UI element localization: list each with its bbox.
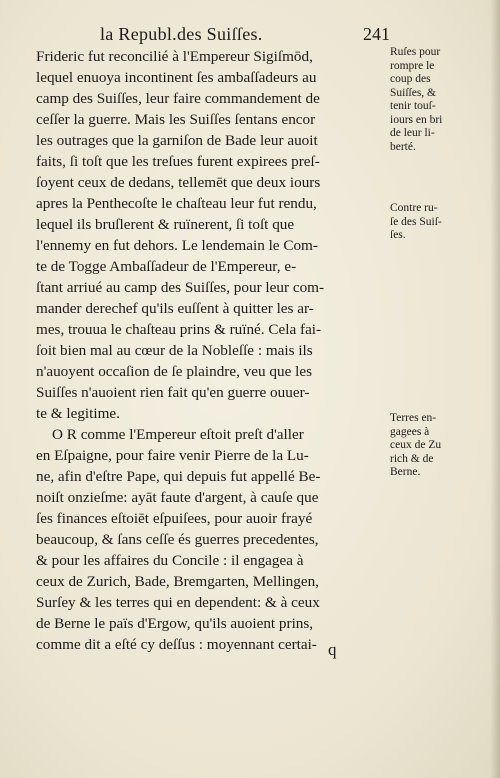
margin-note-line: Berne. [390, 466, 421, 478]
text-line: mander derechef qu'ils euſſent à quitter les ar- [36, 300, 314, 317]
page-header [100, 24, 390, 46]
margin-note-line: Suiſſes, & [390, 86, 437, 99]
text-line: apres la Penthecoſte le chaſteau leur fut rendu, [36, 195, 317, 212]
text-line: te de Togge Ambaſſadeur de l'Empereur, e- [36, 258, 297, 275]
text-line: ſtant arriué au camp des Suiſſes, pour leur com- [36, 279, 325, 296]
margin-note-line: de leur li- [390, 127, 435, 139]
running-head: la Republ.des Suiſſes. [100, 24, 263, 44]
text-line: faits, ſi toſt que les treſues furent expirees preſ- [36, 153, 320, 170]
text-line: O R comme l'Empereur eſtoit preſt d'aller [52, 426, 304, 443]
text-line: ceux de Zurich, Bade, Bremgarten, Mellingen, [36, 573, 319, 590]
text-line: Suiſſes n'auoient rien fait qu'en guerre ouuer- [36, 384, 310, 401]
signature-mark: q [328, 640, 337, 659]
margin-note [390, 412, 470, 480]
text-line: ſoit bien mal au cœur de la Nobleſſe : mais ils [36, 342, 313, 359]
text-line: lequel ils bruſlerent & ruïnerent, ſi toſt que [36, 216, 295, 233]
margin-note-line: coup des [390, 73, 431, 85]
text-line: te & legitime. [36, 405, 120, 422]
text-line: comme dit a eſté cy deſſus : moyennant certai- [36, 636, 317, 653]
margin-note [390, 202, 470, 243]
text-line: ſes finances eſtoiēt eſpuiſees, pour auoir frayé [36, 510, 313, 527]
margin-note-line: Terres en- [390, 412, 437, 424]
text-line: Surſey & les terres qui en dependent: & à ceux [36, 594, 320, 611]
text-line: ceſſer la guerre. Mais les Suiſſes ſentans encor [36, 111, 316, 128]
text-line: & pour les affaires du Concile : il engagea à [36, 552, 304, 569]
text-line: en Eſpaigne, pour faire venir Pierre de la Lu- [36, 447, 309, 464]
margin-note-line: tenir touſ- [390, 100, 436, 112]
margin-note-line: ſe des Suiſ- [390, 215, 442, 228]
text-line: l'ennemy en fut dehors. Le lendemain le Com- [36, 237, 318, 254]
text-line: de Berne le païs d'Ergow, qu'ils auoient prins, [36, 615, 314, 632]
text-line: mes, trouua le chaſteau prins & ruïné. Cela fai- [36, 321, 322, 338]
text-line: les outrages que la garniſon de Bade leur auoit [36, 132, 318, 149]
text-line: camp des Suiſſes, leur faire commandement de [36, 90, 320, 107]
margin-note-line: Contre ru- [390, 202, 438, 214]
margin-note-line: Ruſes pour [390, 46, 441, 58]
text-line: Frideric fut reconcilié à l'Empereur Sigiſmōd, [36, 48, 313, 65]
page-number: 241 [363, 24, 390, 44]
text-line: ne, afin d'eſtre Pape, qui depuis fut appellé Be- [36, 468, 321, 485]
margin-note-line: ceux de Zu [390, 439, 442, 451]
margin-note [390, 46, 470, 154]
margin-note-line: ſes. [390, 229, 406, 241]
text-line: beaucoup, & ſans ceſſe és guerres precedentes, [36, 531, 319, 548]
margin-note-line: berté. [390, 140, 416, 153]
body-text [36, 46, 386, 655]
margin-note-line: iours en bri [390, 113, 443, 126]
text-line: ſoyent ceux de dedans, tellemēt que deux iours [36, 174, 321, 191]
text-line: n'auoyent occaſion de ſe plaindre, veu que les [36, 363, 313, 380]
text-line: lequel enuoya incontinent ſes ambaſſadeurs au [36, 69, 317, 86]
text-line: noiſt onzieſme: ayāt faute d'argent, à cauſe que [36, 489, 319, 506]
margin-note-line: gagees à [390, 425, 430, 438]
margin-note-line: rich & de [390, 452, 434, 465]
margin-note-line: rompre le [390, 59, 435, 72]
